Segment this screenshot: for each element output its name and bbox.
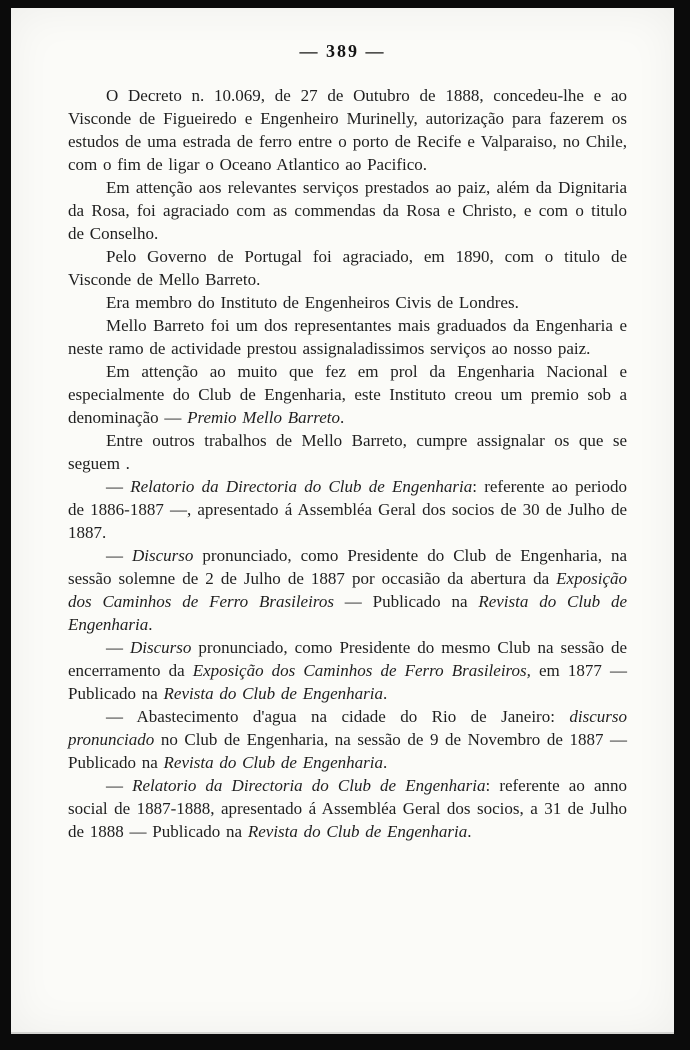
text-run: — <box>106 546 132 565</box>
text-run: — <box>106 776 133 795</box>
text-run: O Decreto n. 10.069, de 27 de Outubro de 1888, concedeu-lhe e ao Visconde de Figueiredo e Engenheiro Murinelly, autorização para fazerem os estudos de uma estrada de ferro entre o porto de Recife e Valparaiso, no Chile, com o fim de ligar o Oceano Atlantico ao Pacifico. <box>68 86 627 174</box>
paragraph <box>68 84 627 176</box>
paragraph <box>68 314 627 360</box>
paragraph <box>68 360 627 429</box>
italic-text-run: Discurso <box>132 546 194 565</box>
text-run: Em attenção ao muito que fez em prol da Engenharia Nacional e especialmente do Club de Engenharia, este Instituto creou um premio sob a denominação — <box>68 362 627 427</box>
italic-text-run: Revista do Club de Engenharia <box>163 753 383 772</box>
text-run: Entre outros trabalhos de Mello Barreto, cumpre assignalar os que se seguem . <box>68 431 627 473</box>
text-run: — <box>106 477 131 496</box>
page-body <box>68 84 627 843</box>
text-run: Em attenção aos relevantes serviços prestados ao paiz, além da Dignitaria da Rosa, foi agraciado com as commendas da Rosa e Christo, e com o titulo de Conselho. <box>68 178 627 243</box>
paragraph <box>68 544 627 636</box>
text-run: . <box>467 822 472 841</box>
text-run: . <box>382 684 388 703</box>
paragraph <box>68 475 627 544</box>
italic-text-run: Revista do Club de Engenharia <box>247 822 468 841</box>
book-page <box>11 8 674 1034</box>
italic-text-run: Relatorio da Directoria do Club de Engenharia <box>130 477 473 496</box>
paragraph <box>68 429 627 475</box>
text-run: . <box>339 408 345 427</box>
italic-text-run: Relatorio da Directoria do Club de Engenharia <box>132 776 486 795</box>
text-run: Mello Barreto foi um dos representantes mais graduados da Engenharia e neste ramo de actividade prestou assignaladissimos serviços ao nosso paiz. <box>68 316 627 358</box>
paragraph <box>68 245 627 291</box>
paragraph <box>68 636 627 705</box>
paragraph <box>68 291 627 314</box>
text-run: . <box>382 753 388 772</box>
text-run: : referente ao periodo de 1886-1887 —, apresentado á Assembléa Geral dos socios de 30 de Julho de 1887. <box>68 477 628 542</box>
text-run: pronunciado, como Presidente do Club de Engenharia, na sessão solemne de 2 de Julho de 1887 por occasião da abertura da <box>68 546 627 588</box>
text-run: — Abastecimento d'agua na cidade do Rio de Janeiro: <box>106 707 570 726</box>
paragraph <box>68 705 627 774</box>
text-run: — Publicado na <box>333 592 479 611</box>
page-header <box>11 8 674 62</box>
text-run: : referente ao anno social de 1887-1888, apresentado á Assembléa Geral dos socios, a 31 de Julho de 1888 — Publicado na <box>68 776 628 841</box>
italic-text-run: Revista do Club de Engenharia <box>163 684 383 703</box>
text-run: em 1877 — Publicado na <box>68 661 627 703</box>
paragraph <box>68 176 627 245</box>
italic-text-run: Premio Mello Barreto <box>187 408 340 427</box>
text-run: Era membro do Instituto de Engenheiros Civis de Londres. <box>106 293 519 312</box>
italic-text-run: Exposição dos Caminhos de Ferro Brasileiros, <box>192 661 531 680</box>
text-run: no Club de Engenharia, na sessão de 9 de Novembro de 1887 — Publicado na <box>68 730 627 772</box>
paragraph <box>68 774 627 843</box>
italic-text-run: Revista do Club de Engenharia <box>68 592 627 634</box>
italic-text-run: discurso pronunciado <box>68 707 627 749</box>
text-run: . <box>148 615 153 634</box>
text-run: Pelo Governo de Portugal foi agraciado, em 1890, com o titulo de Visconde de Mello Barreto. <box>68 247 627 289</box>
italic-text-run: Discurso <box>130 638 192 657</box>
italic-text-run: Exposição dos Caminhos de Ferro Brasileiros <box>68 569 627 611</box>
text-run: — <box>106 638 131 657</box>
page-number: — 389 — <box>299 41 386 61</box>
text-run: pronunciado, como Presidente do mesmo Club na sessão de encerramento da <box>68 638 627 680</box>
